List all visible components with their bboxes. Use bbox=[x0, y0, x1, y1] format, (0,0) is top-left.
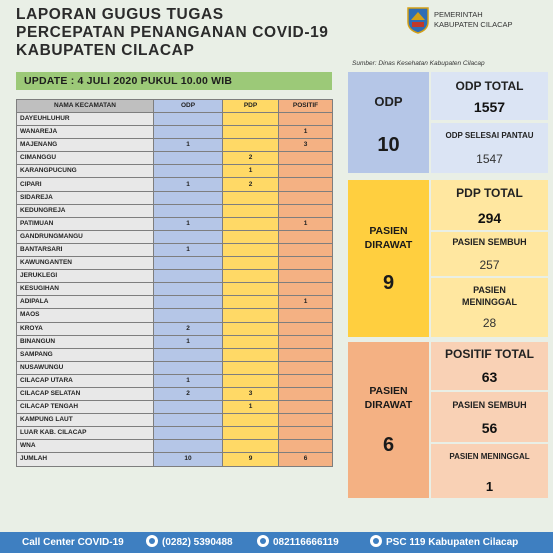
odp-current bbox=[348, 72, 429, 173]
odp-panel bbox=[348, 72, 548, 173]
ambulance-icon bbox=[370, 535, 382, 547]
pdp-total-value: 294 bbox=[477, 210, 502, 226]
table-row bbox=[17, 204, 333, 217]
update-bar: UPDATE : 4 JULI 2020 PUKUL 10.00 WIB bbox=[16, 72, 332, 90]
pdp-value bbox=[223, 243, 279, 256]
district-name: SIDAREJA bbox=[17, 191, 154, 204]
pdp-recovered-value: 257 bbox=[479, 258, 500, 272]
table-row bbox=[17, 309, 333, 322]
district-name: JERUKLEGI bbox=[17, 270, 154, 283]
odp-value bbox=[154, 283, 223, 296]
district-name: WNA bbox=[17, 440, 154, 453]
district-name: WANAREJA bbox=[17, 126, 154, 139]
district-name: CILACAP TENGAH bbox=[17, 401, 154, 414]
positif-value: 1 bbox=[279, 217, 333, 230]
district-name: SAMPANG bbox=[17, 348, 154, 361]
odp-value bbox=[154, 165, 223, 178]
district-name: GANDRUNGMANGU bbox=[17, 230, 154, 243]
district-name: CILACAP UTARA bbox=[17, 374, 154, 387]
pdp-total-box bbox=[431, 180, 548, 230]
district-name: BANTARSARI bbox=[17, 243, 154, 256]
positif-total-label: POSITIF TOTAL bbox=[445, 347, 534, 361]
positif-died-value: 1 bbox=[485, 479, 494, 494]
positif-value bbox=[279, 283, 333, 296]
district-name: CILACAP SELATAN bbox=[17, 387, 154, 400]
pdp-value bbox=[223, 427, 279, 440]
pdp-panel bbox=[348, 180, 548, 337]
table-row bbox=[17, 165, 333, 178]
header-odp: ODP bbox=[154, 100, 223, 113]
odp-value: 10 bbox=[154, 453, 223, 466]
odp-value bbox=[154, 257, 223, 270]
phone-item[interactable] bbox=[146, 532, 233, 553]
pdp-current bbox=[348, 180, 429, 337]
table-row bbox=[17, 296, 333, 309]
pdp-value bbox=[223, 204, 279, 217]
odp-value: 1 bbox=[154, 335, 223, 348]
odp-value: 1 bbox=[154, 217, 223, 230]
table-row bbox=[17, 178, 333, 191]
positif-value bbox=[279, 374, 333, 387]
positif-died-box bbox=[431, 444, 548, 498]
table-row bbox=[17, 361, 333, 374]
positif-count: 6 bbox=[382, 434, 395, 456]
phone-number: (0282) 5390488 bbox=[162, 537, 233, 548]
positif-value bbox=[279, 113, 333, 126]
odp-total-value: 1557 bbox=[473, 99, 506, 115]
positif-value bbox=[279, 191, 333, 204]
gov-line-2: KABUPATEN CILACAP bbox=[434, 20, 513, 29]
district-name: MAJENANG bbox=[17, 139, 154, 152]
district-name: CIPARI bbox=[17, 178, 154, 191]
call-center-label: Call Center COVID-19 bbox=[22, 537, 124, 548]
phone-icon bbox=[146, 535, 158, 547]
pdp-value bbox=[223, 139, 279, 152]
whatsapp-item[interactable] bbox=[257, 532, 339, 553]
pdp-value bbox=[223, 283, 279, 296]
positif-panel bbox=[348, 342, 548, 498]
report-title bbox=[16, 6, 356, 60]
psc-item[interactable] bbox=[370, 532, 518, 553]
positif-value bbox=[279, 257, 333, 270]
district-name: KROYA bbox=[17, 322, 154, 335]
pdp-value bbox=[223, 414, 279, 427]
positif-died-label: PASIEN MENINGGAL bbox=[449, 452, 530, 461]
district-name: BINANGUN bbox=[17, 335, 154, 348]
title-line-3: KABUPATEN CILACAP bbox=[16, 42, 195, 59]
whatsapp-number: 082116666119 bbox=[273, 537, 339, 548]
positif-value bbox=[279, 165, 333, 178]
odp-value bbox=[154, 230, 223, 243]
government-logo bbox=[406, 6, 546, 38]
positif-value bbox=[279, 152, 333, 165]
odp-value bbox=[154, 204, 223, 217]
pdp-total-label: PDP TOTAL bbox=[456, 186, 523, 200]
pdp-recovered-label: PASIEN SEMBUH bbox=[452, 237, 527, 247]
odp-value bbox=[154, 401, 223, 414]
district-table bbox=[16, 99, 332, 467]
positif-value bbox=[279, 387, 333, 400]
pdp-value bbox=[223, 361, 279, 374]
positif-label: PASIEN DIRAWAT bbox=[364, 385, 413, 411]
odp-value bbox=[154, 126, 223, 139]
odp-value bbox=[154, 113, 223, 126]
pdp-value: 2 bbox=[223, 152, 279, 165]
header-district: NAMA KECAMATAN bbox=[17, 100, 154, 113]
positif-value bbox=[279, 270, 333, 283]
pdp-value bbox=[223, 296, 279, 309]
district-name: CIMANGGU bbox=[17, 152, 154, 165]
pdp-died-value: 28 bbox=[482, 316, 497, 330]
pdp-value bbox=[223, 257, 279, 270]
pdp-value: 2 bbox=[223, 178, 279, 191]
positif-value: 1 bbox=[279, 126, 333, 139]
positif-value bbox=[279, 243, 333, 256]
table-row bbox=[17, 414, 333, 427]
odp-total-label: ODP TOTAL bbox=[455, 79, 524, 93]
odp-total-box bbox=[431, 72, 548, 120]
district-name: KARANGPUCUNG bbox=[17, 165, 154, 178]
district-name: KEDUNGREJA bbox=[17, 204, 154, 217]
positif-recovered-label: PASIEN SEMBUH bbox=[452, 400, 527, 410]
title-line-1: LAPORAN GUGUS TUGAS bbox=[16, 6, 224, 23]
table-row bbox=[17, 283, 333, 296]
odp-value bbox=[154, 427, 223, 440]
odp-value: 1 bbox=[154, 178, 223, 191]
positif-value: 3 bbox=[279, 139, 333, 152]
table-row bbox=[17, 427, 333, 440]
odp-count: 10 bbox=[377, 134, 400, 156]
pdp-count: 9 bbox=[382, 272, 395, 294]
positif-total-box bbox=[431, 342, 548, 390]
pdp-value: 1 bbox=[223, 165, 279, 178]
district-name: PATIMUAN bbox=[17, 217, 154, 230]
pdp-value bbox=[223, 217, 279, 230]
table-row bbox=[17, 401, 333, 414]
odp-done-label: ODP SELESAI PANTAU bbox=[445, 131, 534, 140]
table-row bbox=[17, 191, 333, 204]
pdp-value bbox=[223, 374, 279, 387]
pdp-value bbox=[223, 309, 279, 322]
positif-value bbox=[279, 414, 333, 427]
odp-value bbox=[154, 296, 223, 309]
odp-value bbox=[154, 191, 223, 204]
district-name: KESUGIHAN bbox=[17, 283, 154, 296]
positif-value bbox=[279, 335, 333, 348]
pdp-value bbox=[223, 191, 279, 204]
pdp-value: 3 bbox=[223, 387, 279, 400]
pdp-value bbox=[223, 230, 279, 243]
positif-value: 1 bbox=[279, 296, 333, 309]
pdp-recovered-box bbox=[431, 232, 548, 276]
total-row bbox=[17, 453, 333, 466]
positif-value bbox=[279, 309, 333, 322]
odp-value bbox=[154, 270, 223, 283]
table-row bbox=[17, 243, 333, 256]
odp-value bbox=[154, 440, 223, 453]
table-row bbox=[17, 387, 333, 400]
table-row bbox=[17, 113, 333, 126]
district-name: KAMPUNG LAUT bbox=[17, 414, 154, 427]
header-positif: POSITIF bbox=[279, 100, 333, 113]
pdp-value bbox=[223, 335, 279, 348]
positif-value: 6 bbox=[279, 453, 333, 466]
pdp-value: 1 bbox=[223, 401, 279, 414]
positif-value bbox=[279, 427, 333, 440]
positif-value bbox=[279, 348, 333, 361]
odp-value: 1 bbox=[154, 374, 223, 387]
table-row bbox=[17, 230, 333, 243]
odp-value bbox=[154, 361, 223, 374]
odp-value: 1 bbox=[154, 139, 223, 152]
odp-value bbox=[154, 309, 223, 322]
odp-value bbox=[154, 348, 223, 361]
positif-value bbox=[279, 322, 333, 335]
positif-recovered-value: 56 bbox=[481, 420, 498, 436]
district-name: JUMLAH bbox=[17, 453, 154, 466]
odp-value: 1 bbox=[154, 243, 223, 256]
odp-label: ODP bbox=[374, 94, 403, 109]
table-row bbox=[17, 217, 333, 230]
pdp-value bbox=[223, 322, 279, 335]
positif-total-value: 63 bbox=[481, 369, 498, 385]
footer-bar bbox=[0, 532, 553, 553]
positif-value bbox=[279, 178, 333, 191]
pdp-value bbox=[223, 348, 279, 361]
table-row bbox=[17, 322, 333, 335]
odp-value: 2 bbox=[154, 322, 223, 335]
odp-done-value: 1547 bbox=[476, 152, 503, 166]
header-pdp: PDP bbox=[223, 100, 279, 113]
pdp-value bbox=[223, 113, 279, 126]
table-row bbox=[17, 257, 333, 270]
odp-done-box bbox=[431, 123, 548, 173]
whatsapp-icon bbox=[257, 535, 269, 547]
pdp-value bbox=[223, 126, 279, 139]
positif-current bbox=[348, 342, 429, 498]
odp-value bbox=[154, 414, 223, 427]
district-name: ADIPALA bbox=[17, 296, 154, 309]
district-name: NUSAWUNGU bbox=[17, 361, 154, 374]
positif-value bbox=[279, 440, 333, 453]
table-row bbox=[17, 348, 333, 361]
pdp-died-label: PASIEN MENINGGAL bbox=[462, 285, 517, 307]
pdp-value: 9 bbox=[223, 453, 279, 466]
pdp-value bbox=[223, 440, 279, 453]
title-line-2: PERCEPATAN PENANGANAN COVID-19 bbox=[16, 24, 329, 41]
pdp-label: PASIEN DIRAWAT bbox=[364, 225, 413, 251]
pdp-died-box bbox=[431, 278, 548, 337]
gov-line-1: PEMERINTAH bbox=[434, 10, 483, 19]
data-source: Sumber: Dinas Kesehatan Kabupaten Cilacap bbox=[352, 60, 485, 67]
district-name: KAWUNGANTEN bbox=[17, 257, 154, 270]
table-row bbox=[17, 270, 333, 283]
psc-label: PSC 119 Kabupaten Cilacap bbox=[386, 537, 519, 548]
table-row bbox=[17, 335, 333, 348]
pdp-value bbox=[223, 270, 279, 283]
odp-value: 2 bbox=[154, 387, 223, 400]
odp-value bbox=[154, 152, 223, 165]
regency-emblem-icon bbox=[406, 6, 430, 34]
table-row bbox=[17, 374, 333, 387]
positif-value bbox=[279, 401, 333, 414]
positif-value bbox=[279, 204, 333, 217]
table-row bbox=[17, 440, 333, 453]
table-row bbox=[17, 126, 333, 139]
positif-value bbox=[279, 361, 333, 374]
positif-recovered-box bbox=[431, 392, 548, 442]
table-row bbox=[17, 139, 333, 152]
district-name: MAOS bbox=[17, 309, 154, 322]
table-header-row bbox=[17, 100, 333, 113]
district-name: DAYEUHLUHUR bbox=[17, 113, 154, 126]
table-row bbox=[17, 152, 333, 165]
positif-value bbox=[279, 230, 333, 243]
district-name: LUAR KAB. CILACAP bbox=[17, 427, 154, 440]
